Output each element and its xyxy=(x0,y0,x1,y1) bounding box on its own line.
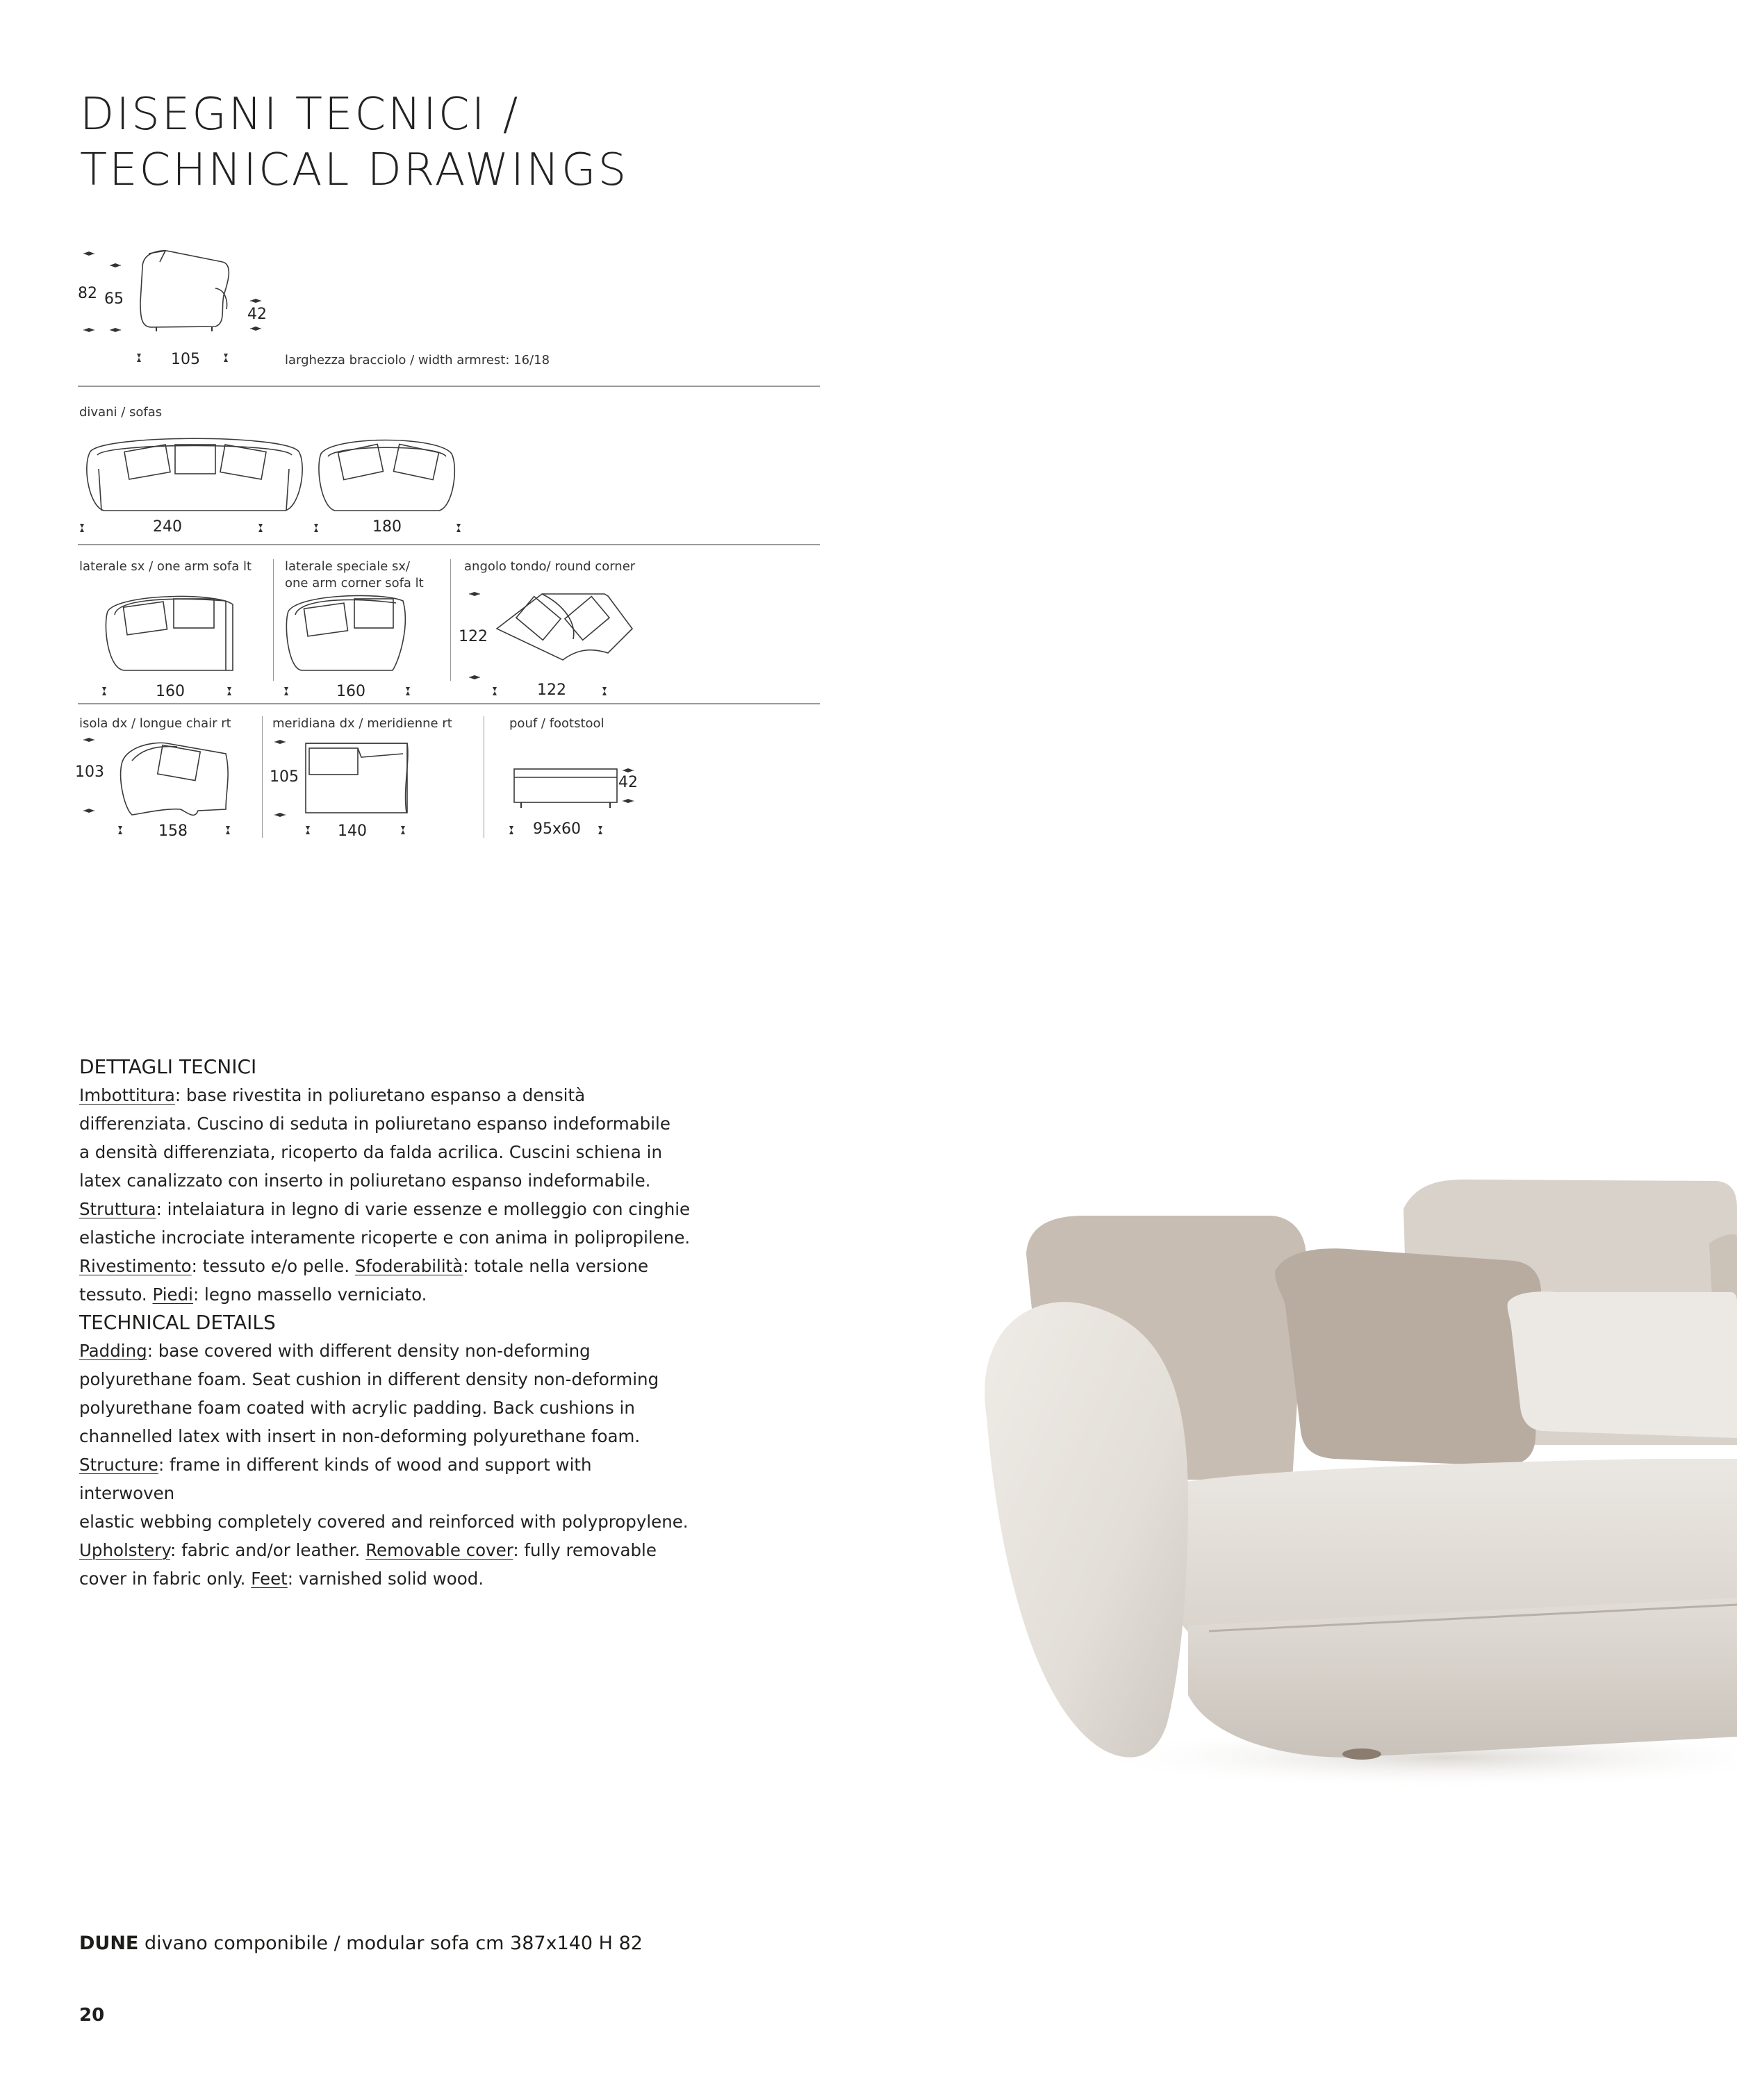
dim-seat-42: 42 xyxy=(247,306,267,323)
sofas-label: divani / sofas xyxy=(79,405,163,420)
dim-round-corner-122-width: 122 xyxy=(537,681,566,699)
text-line: differenziata. Cuscino di seduta in poliuretano espanso indeformabile xyxy=(79,1114,670,1134)
text-line: elastiche incrociate interamente ricoperte e con anima in polipropilene. xyxy=(79,1227,691,1248)
text-line: : legno massello verniciato. xyxy=(192,1284,427,1305)
label-structure-it: Struttura xyxy=(79,1199,156,1219)
text-line: : varnished solid wood. xyxy=(287,1569,484,1589)
details-heading-en: TECHNICAL DETAILS xyxy=(79,1311,276,1334)
dim-one-arm-160: 160 xyxy=(156,683,185,700)
product-description: divano componibile / modular sofa cm 387x140 H 82 xyxy=(138,1933,643,1954)
dim-depth-105: 105 xyxy=(171,351,200,368)
text-line: : intelaiatura in legno di varie essenze e molleggio con cinghie xyxy=(156,1199,691,1219)
product-name: DUNE xyxy=(79,1933,139,1954)
dim-sofa-240: 240 xyxy=(153,518,182,536)
dim-corner-sofa-160: 160 xyxy=(336,683,365,700)
dim-longue-158: 158 xyxy=(158,822,188,840)
text-line: a densità differenziata, ricoperto da falda acrilica. Cuscini schiena in xyxy=(79,1142,662,1162)
text-line: cover in fabric only. xyxy=(79,1569,252,1589)
label-feet-en: Feet xyxy=(251,1569,288,1589)
technical-details-it xyxy=(79,1053,691,1593)
label-upholstery-it: Rivestimento xyxy=(79,1256,192,1276)
sofa-photo xyxy=(959,1167,1737,1792)
label-upholstery-en: Upholstery xyxy=(79,1540,171,1560)
text-line: : base rivestita in poliuretano espanso a densità xyxy=(174,1085,586,1105)
label-feet-it: Piedi xyxy=(152,1284,193,1305)
dim-sofa-180: 180 xyxy=(372,518,402,536)
dim-height-82: 82 xyxy=(78,285,97,302)
divider xyxy=(78,386,820,387)
title-line-it: DISEGNI TECNICI / xyxy=(80,89,520,140)
meridienne-label: meridiana dx / meridienne rt xyxy=(272,716,452,731)
text-line: latex canalizzato con inserto in poliuretano espanso indeformabile. xyxy=(79,1171,651,1191)
title-line-en: TECHNICAL DRAWINGS xyxy=(80,144,629,196)
dim-longue-103: 103 xyxy=(75,763,104,781)
text-line: : totale nella versione xyxy=(463,1256,649,1276)
text-line: tessuto. xyxy=(79,1284,153,1305)
label-padding-en: Padding xyxy=(79,1341,147,1361)
divider xyxy=(78,544,820,545)
text-line: : frame in different kinds of wood and support with interwoven xyxy=(79,1455,592,1503)
label-removable-it: Sfoderabilità xyxy=(354,1256,463,1276)
text-line: : tessuto e/o pelle. xyxy=(191,1256,355,1276)
text-line: channelled latex with insert in non-deforming polyurethane foam. xyxy=(79,1426,641,1446)
dim-meridienne-105: 105 xyxy=(270,768,299,786)
corner-sofa-label-1: laterale speciale sx/ xyxy=(285,559,411,574)
label-removable-en: Removable cover xyxy=(365,1540,513,1560)
label-structure-en: Structure xyxy=(79,1455,158,1475)
page-title xyxy=(80,87,628,198)
text-line: polyurethane foam coated with acrylic padding. Back cushions in xyxy=(79,1398,635,1418)
corner-sofa-label-2: one arm corner sofa lt xyxy=(285,576,424,590)
sofas-drawing xyxy=(76,427,493,538)
dim-footstool-42: 42 xyxy=(618,774,638,791)
armrest-note: larghezza bracciolo / width armrest: 16/18 xyxy=(285,353,550,367)
details-heading-it: DETTAGLI TECNICI xyxy=(79,1055,257,1078)
text-line: polyurethane foam. Seat cushion in different density non-deforming xyxy=(79,1369,659,1389)
text-line: : fully removable xyxy=(513,1540,657,1560)
text-line: : base covered with different density non-deforming xyxy=(147,1341,591,1361)
round-corner-label: angolo tondo/ round corner xyxy=(464,559,636,574)
dim-round-corner-122-depth: 122 xyxy=(459,628,488,645)
divider xyxy=(78,703,820,704)
text-line: elastic webbing completely covered and reinforced with polypropylene. xyxy=(79,1512,689,1532)
text-line: : fabric and/or leather. xyxy=(170,1540,366,1560)
dim-meridienne-140: 140 xyxy=(338,822,367,840)
dim-seat-65: 65 xyxy=(104,290,124,308)
footstool-label: pouf / footstool xyxy=(509,716,604,731)
page-number: 20 xyxy=(79,2005,105,2026)
one-arm-sofa-label: laterale sx / one arm sofa lt xyxy=(79,559,252,574)
longue-chair-label: isola dx / longue chair rt xyxy=(79,716,231,731)
product-caption xyxy=(79,1933,643,1954)
label-padding-it: Imbottitura xyxy=(79,1085,175,1105)
dim-footstool-95x60: 95x60 xyxy=(533,820,582,838)
